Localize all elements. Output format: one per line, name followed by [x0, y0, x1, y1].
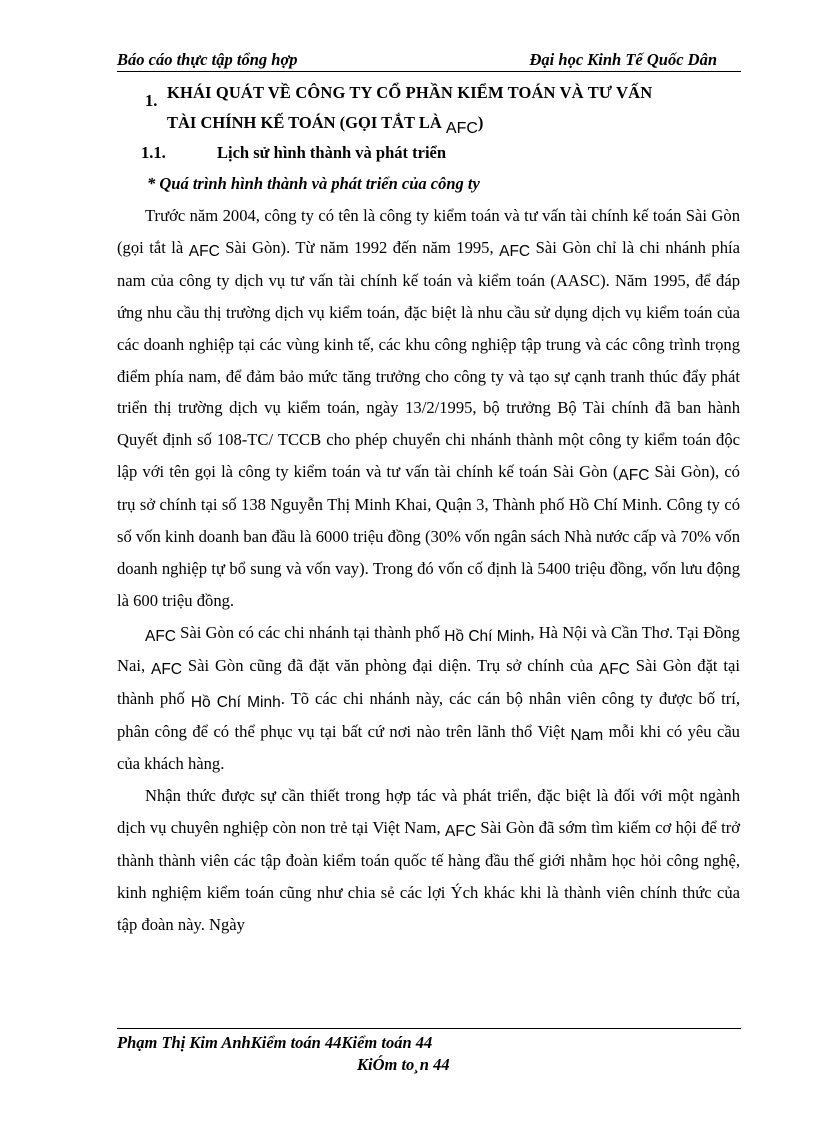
body-text	[117, 200, 740, 941]
afc-abbrev: AFC	[145, 627, 176, 645]
afc-abbrev: AFC	[445, 120, 478, 137]
country-name-part: Nam	[570, 726, 604, 744]
header-divider	[117, 71, 741, 72]
page-header	[117, 50, 741, 72]
section-title-line2-close: )	[477, 113, 484, 132]
afc-abbrev: AFC	[188, 242, 220, 260]
subsection-number: 1.1.	[141, 143, 166, 162]
p2-text-c: Sài Gòn cũng đã đặt văn phòng đại diện. Trụ sở chính của	[181, 655, 599, 675]
p2-text-e: . Tõ các chi nhánh này, các cán bộ nhân viên công ty được bố trí, phân công để có thể phục vụ tại bất cứ nơi nào trên lãnh thổ Việt	[117, 688, 740, 741]
footer-author-line: Phạm Thị Kim AnhKiểm toán 44Kiểm toán 44	[117, 1033, 433, 1052]
header-university: Đại học Kinh Tế Quốc Dân	[529, 50, 717, 69]
city-name: Hồ Chí Minh	[190, 693, 281, 711]
paragraph-2	[117, 617, 740, 781]
paragraph-3	[117, 780, 740, 941]
p2-text-f: mỗi khi có yêu cầu của khách hàng.	[117, 721, 740, 774]
subsection-title: Lịch sử hình thành và phát triển	[217, 143, 447, 162]
p1-text-d: Sài Gòn), có trụ sở chính tại số 138 Nguyễn Thị Minh Khai, Quận 3, Thành phố Hồ Chí Minh. Công ty có số vốn kinh doanh ban đầu là 6000 triệu đồng (30% vốn ngân sách Nhà nước cấp và 70% vốn doanh nghiệp tự bổ sung và vốn vay). Trong đó vốn cố định là 5400 triệu đồng, vốn lưu động là 600 triệu đồng.	[117, 462, 740, 610]
city-name: Hồ Chí Minh	[444, 627, 531, 645]
p2-text-d: Sài Gòn đặt tại thành phố	[117, 655, 741, 708]
afc-abbrev: AFC	[598, 660, 630, 678]
sub-subsection-heading: * Quá trình hình thành và phát triển của công ty	[147, 174, 480, 193]
p2-text-b: , Hà Nội và Cần Thơ. Tại Đồng Nai,	[117, 622, 740, 675]
footer-divider	[117, 1028, 741, 1029]
p3-text-a: Nhận thức được sự cần thiết trong hợp tác và phát triển, đặc biệt là đối với một ngành dịch vụ chuyên nghiệp còn non trẻ tại Việt Nam,	[117, 786, 740, 838]
afc-abbrev: AFC	[150, 660, 182, 678]
p2-text-a: Sài Gòn có các chi nhánh tại thành phố	[176, 622, 445, 642]
footer-class-line: KiÓm to¸n 44	[357, 1055, 450, 1074]
p3-text-b: Sài Gòn đã sớm tìm kiếm cơ hội để trở thành thành viên các tập đoàn kiểm toán quốc tế hàng đầu thế giới nhằm học hỏi công nghệ, kinh nghiệm kiểm toán cũng như chia sẻ các lợi Ých khác khi là thành viên chính thức của tập đoàn này. Ngày	[117, 818, 741, 934]
subsection-heading	[141, 143, 447, 163]
afc-abbrev: AFC	[445, 823, 477, 841]
paragraph-1	[117, 200, 740, 617]
p1-text-b: Sài Gòn). Từ năm 1992 đến năm 1995,	[219, 237, 500, 257]
p1-text-a: Trước năm 2004, công ty có tên là công ty kiểm toán và tư vấn tài chính kế toán Sài Gòn (gọi tắt là	[117, 206, 740, 257]
section-number: 1.	[145, 91, 158, 110]
afc-abbrev: AFC	[499, 242, 531, 260]
header-report-title: Báo cáo thực tập tổng hợp	[117, 50, 298, 69]
page-footer	[117, 1032, 741, 1076]
section-title-line2	[167, 108, 483, 139]
afc-abbrev: AFC	[618, 467, 650, 485]
section-title-line2-text: TÀI CHÍNH KẾ TOÁN (GỌI TẮT LÀ	[167, 113, 446, 132]
section-title-line1: KHÁI QUÁT VỀ CÔNG TY CỔ PHẦN KIỂM TOÁN VÀ TƯ VẤN	[167, 83, 653, 102]
p1-text-c: Sài Gòn chỉ là chi nhánh phía nam của công ty dịch vụ tư vấn tài chính kế toán và kiểm toán (AASC). Năm 1995, để đáp ứng nhu cầu thị trường dịch vụ kiểm toán, đặc biệt là nhu cầu sử dụng dịch vụ kiểm toán của các doanh nghiệp tại các vùng kinh tế, các khu công nghiệp tập trung và các công trình trọng điểm phía nam, để đảm bảo mức tăng trưởng cho công ty và tạo sự cạnh tranh thúc đẩy phát triển thị trường dịch vụ kiểm toán, ngày 13/2/1995, bộ trưởng Bộ Tài chính đã ban hành Quyết định số 108-TC/ TCCB cho phép chuyển chi nhánh thành một công ty kiểm toán độc lập với tên gọi là công ty kiểm toán và tư vấn tài chính kế toán Sài Gòn (	[117, 237, 740, 482]
